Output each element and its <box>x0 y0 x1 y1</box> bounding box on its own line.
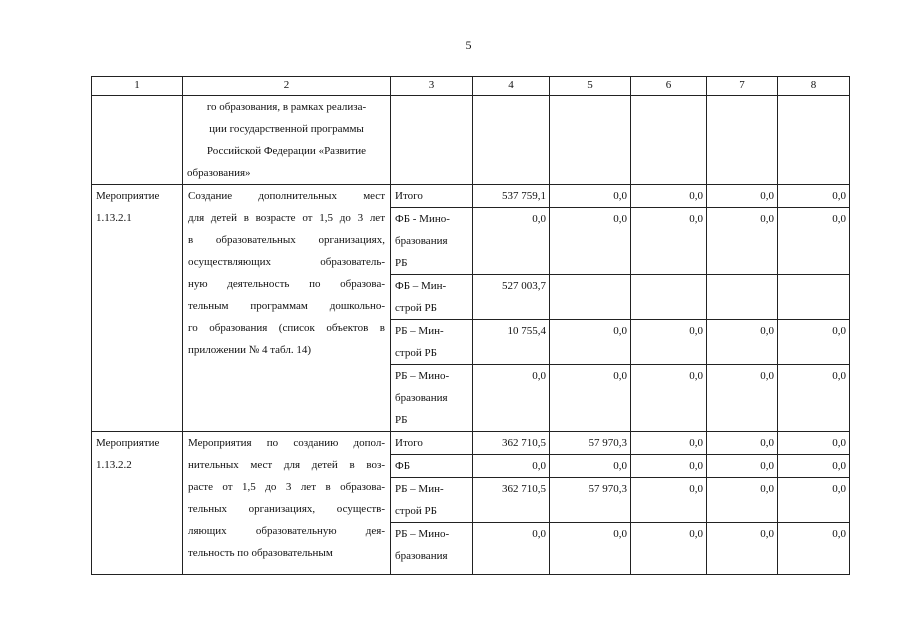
funding-source: РБ – Мин- строй РБ <box>391 320 473 365</box>
value-cell: 0,0 <box>550 365 631 432</box>
header-cell: 4 <box>473 77 550 96</box>
value-cell: 0,0 <box>778 455 850 478</box>
header-row <box>92 77 850 96</box>
funding-source: Итого <box>391 185 473 208</box>
header-cell: 2 <box>183 77 391 96</box>
value-cell: 0,0 <box>631 523 707 575</box>
continuation-row <box>92 96 850 185</box>
activity-description: Мероприятия по созданию допол- нительных мест для детей в воз- расте от 1,5 до 3 лет в образова- тельных организациях, осуществ- ляющих образовательную дея- тельность по образовательным <box>183 432 391 575</box>
value-cell: 0,0 <box>778 208 850 275</box>
empty-cell <box>550 96 631 185</box>
value-cell: 0,0 <box>778 185 850 208</box>
funding-source: ФБ – Мин- строй РБ <box>391 275 473 320</box>
value-cell: 57 970,3 <box>550 478 631 523</box>
value-cell: 0,0 <box>707 365 778 432</box>
value-cell: 0,0 <box>473 365 550 432</box>
value-cell: 0,0 <box>550 320 631 365</box>
header-cell: 7 <box>707 77 778 96</box>
value-cell <box>550 275 631 320</box>
funding-source: ФБ <box>391 455 473 478</box>
value-cell <box>778 275 850 320</box>
value-cell: 0,0 <box>550 455 631 478</box>
activity-name: Мероприятие 1.13.2.1 <box>92 185 183 432</box>
value-cell: 0,0 <box>631 320 707 365</box>
value-cell: 0,0 <box>631 455 707 478</box>
value-cell: 362 710,5 <box>473 432 550 455</box>
value-cell: 0,0 <box>778 365 850 432</box>
page-number: 5 <box>465 38 472 52</box>
value-cell: 0,0 <box>778 320 850 365</box>
value-cell: 0,0 <box>631 208 707 275</box>
empty-cell <box>631 96 707 185</box>
header-cell: 1 <box>92 77 183 96</box>
continuation-text: го образования, в рамках реализа- ции государственной программы Российской Федерации «Развитие образования» <box>183 96 391 185</box>
header-cell: 3 <box>391 77 473 96</box>
value-cell: 0,0 <box>473 523 550 575</box>
value-cell: 0,0 <box>631 365 707 432</box>
value-cell: 0,0 <box>707 320 778 365</box>
empty-cell <box>473 96 550 185</box>
empty-cell <box>778 96 850 185</box>
empty-cell <box>92 96 183 185</box>
header-cell: 5 <box>550 77 631 96</box>
funding-source: ФБ - Мино- бразования РБ <box>391 208 473 275</box>
empty-cell <box>391 96 473 185</box>
value-cell: 537 759,1 <box>473 185 550 208</box>
value-cell: 527 003,7 <box>473 275 550 320</box>
table-row <box>92 432 850 455</box>
value-cell <box>631 275 707 320</box>
header-cell: 8 <box>778 77 850 96</box>
value-cell: 0,0 <box>707 185 778 208</box>
value-cell: 0,0 <box>778 478 850 523</box>
value-cell: 0,0 <box>631 432 707 455</box>
header-cell: 6 <box>631 77 707 96</box>
funding-source: РБ – Мино- бразования РБ <box>391 365 473 432</box>
empty-cell <box>707 96 778 185</box>
value-cell: 0,0 <box>707 523 778 575</box>
funding-source: РБ – Мин- строй РБ <box>391 478 473 523</box>
value-cell: 0,0 <box>707 455 778 478</box>
funding-source: РБ – Мино- бразования <box>391 523 473 575</box>
value-cell: 0,0 <box>631 185 707 208</box>
value-cell: 0,0 <box>550 208 631 275</box>
value-cell: 0,0 <box>473 455 550 478</box>
activity-name: Мероприятие 1.13.2.2 <box>92 432 183 575</box>
value-cell: 0,0 <box>707 432 778 455</box>
value-cell: 0,0 <box>707 478 778 523</box>
value-cell: 0,0 <box>778 432 850 455</box>
value-cell: 57 970,3 <box>550 432 631 455</box>
value-cell: 362 710,5 <box>473 478 550 523</box>
value-cell <box>707 275 778 320</box>
value-cell: 0,0 <box>473 208 550 275</box>
activity-description: Создание дополнительных мест для детей в возрасте от 1,5 до 3 лет в образовательных организациях, осуществляющих образователь- ную деятельность по образова- тельным программам дошкольно- го образования (список объектов в приложении № 4 табл. 14) <box>183 185 391 432</box>
value-cell: 0,0 <box>707 208 778 275</box>
value-cell: 0,0 <box>631 478 707 523</box>
value-cell: 0,0 <box>778 523 850 575</box>
budget-table <box>91 76 850 575</box>
table-row <box>92 185 850 208</box>
value-cell: 0,0 <box>550 185 631 208</box>
value-cell: 10 755,4 <box>473 320 550 365</box>
value-cell: 0,0 <box>550 523 631 575</box>
funding-source: Итого <box>391 432 473 455</box>
